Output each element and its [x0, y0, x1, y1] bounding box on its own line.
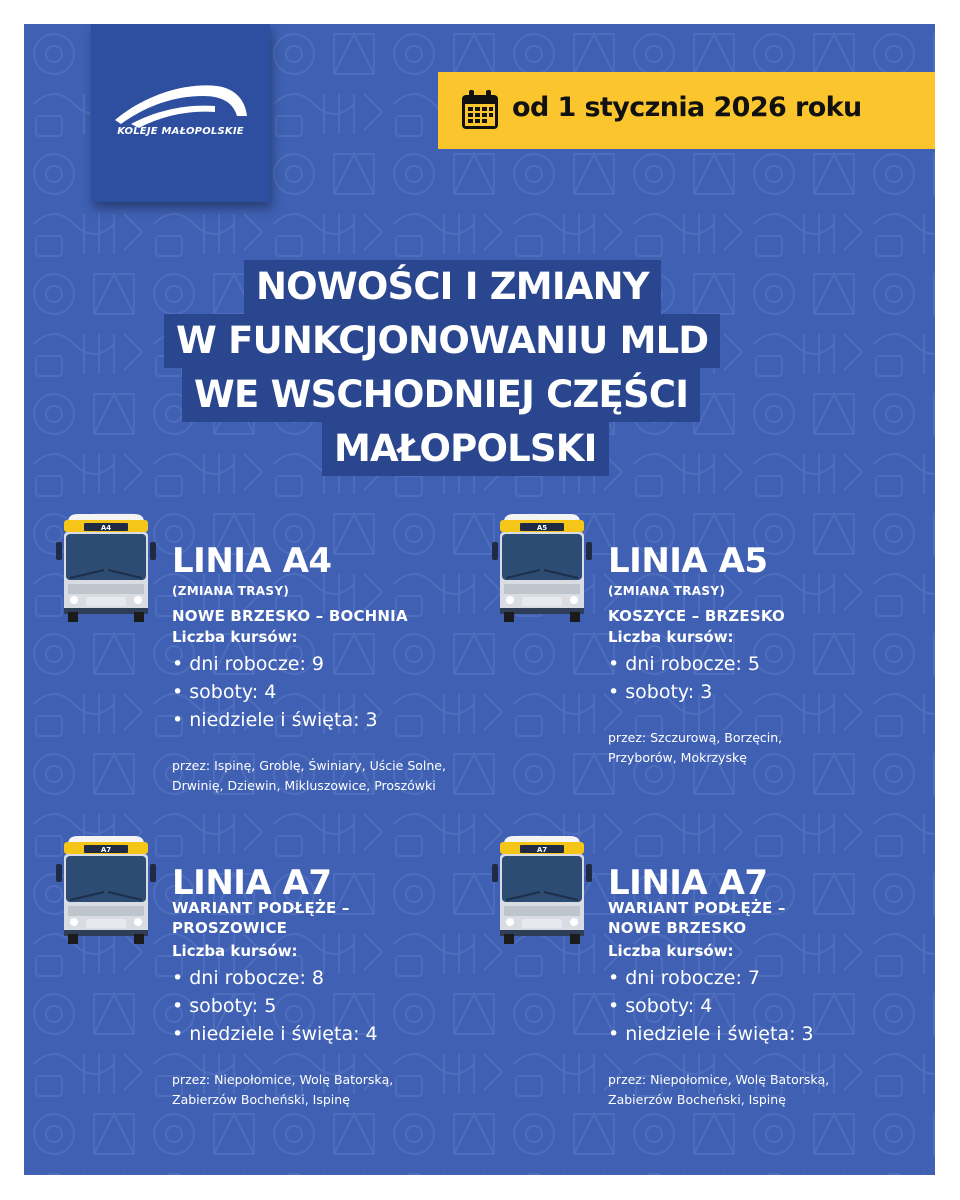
- via-stops: [608, 728, 928, 768]
- route-line-1: WARIANT PODŁĘŻE –: [608, 899, 786, 917]
- trip-count-list: [172, 964, 378, 1048]
- trip-count-item: • soboty: 4: [608, 992, 814, 1020]
- line-card: [54, 512, 474, 812]
- bus-sign: A5: [536, 524, 548, 532]
- bus-icon: [490, 834, 594, 946]
- trip-count-item: • dni robocze: 7: [608, 964, 814, 992]
- count-label: Liczba kursów:: [172, 942, 298, 960]
- via-stops: [172, 756, 492, 796]
- count-label: Liczba kursów:: [608, 942, 734, 960]
- count-label: Liczba kursów:: [608, 628, 734, 646]
- train-logo-icon: [111, 76, 251, 132]
- via-line-1: przez: Szczurową, Borzęcin,: [608, 730, 783, 745]
- trip-count-list: [172, 650, 378, 734]
- trip-count-item: • soboty: 4: [172, 678, 378, 706]
- line-title: LINIA A7: [608, 863, 768, 903]
- trip-count-list: [608, 650, 760, 706]
- line-title: LINIA A4: [172, 541, 332, 581]
- via-stops: [172, 1070, 492, 1110]
- via-line-2: Zabierzów Bocheński, Ispinę: [172, 1092, 350, 1107]
- bus-icon: [490, 512, 594, 624]
- trip-count-item: • dni robocze: 9: [172, 650, 378, 678]
- route-line-2: NOWE BRZESKO: [608, 919, 747, 937]
- trip-count-item: • soboty: 3: [608, 678, 760, 706]
- route-line-1: KOSZYCE – BRZESKO: [608, 607, 785, 625]
- route-line-2: PROSZOWICE: [172, 919, 288, 937]
- start-date: od 1 stycznia 2026 roku: [512, 92, 862, 123]
- via-line-1: przez: Niepołomice, Wolę Batorską,: [608, 1072, 830, 1087]
- via-line-1: przez: Niepołomice, Wolę Batorską,: [172, 1072, 394, 1087]
- brand-name: KOLEJE MAŁOPOLSKIE: [117, 126, 244, 137]
- date-banner: [438, 72, 935, 149]
- line-card: [490, 512, 910, 812]
- poster: [24, 24, 935, 1175]
- title-line-3: WE WSCHODNIEJ CZĘŚCI: [182, 368, 700, 422]
- count-label: Liczba kursów:: [172, 628, 298, 646]
- title-line-4: MAŁOPOLSKI: [322, 422, 609, 476]
- brand-logo: [91, 24, 270, 202]
- calendar-icon: [460, 89, 500, 131]
- line-card: [54, 834, 474, 1134]
- line-route: [608, 898, 786, 938]
- line-route: [608, 606, 785, 626]
- trip-count-item: • dni robocze: 5: [608, 650, 760, 678]
- trip-count-item: • dni robocze: 8: [172, 964, 378, 992]
- trip-count-item: • soboty: 5: [172, 992, 378, 1020]
- via-stops: [608, 1070, 928, 1110]
- line-subtitle: (ZMIANA TRASY): [608, 584, 726, 598]
- line-card: [490, 834, 910, 1134]
- line-title: LINIA A7: [172, 863, 332, 903]
- title-line-1: NOWOŚCI I ZMIANY: [244, 260, 661, 314]
- route-line-1: NOWE BRZESKO – BOCHNIA: [172, 607, 408, 625]
- title-line-2: W FUNKCJONOWANIU MLD: [164, 314, 720, 368]
- bus-icon: [54, 834, 158, 946]
- line-subtitle: (ZMIANA TRASY): [172, 584, 290, 598]
- via-line-2: Przyborów, Mokrzyskę: [608, 750, 747, 765]
- route-line-1: WARIANT PODŁĘŻE –: [172, 899, 350, 917]
- trip-count-item: • niedziele i święta: 4: [172, 1020, 378, 1048]
- trip-count-item: • niedziele i święta: 3: [172, 706, 378, 734]
- bus-icon: [54, 512, 158, 624]
- line-route: [172, 606, 408, 626]
- bus-sign: A7: [100, 846, 112, 854]
- via-line-1: przez: Ispinę, Groblę, Świniary, Uście Solne,: [172, 758, 446, 773]
- via-line-2: Zabierzów Bocheński, Ispinę: [608, 1092, 786, 1107]
- line-route: [172, 898, 350, 938]
- bus-sign: A7: [536, 846, 548, 854]
- trip-count-list: [608, 964, 814, 1048]
- trip-count-item: • niedziele i święta: 3: [608, 1020, 814, 1048]
- line-title: LINIA A5: [608, 541, 768, 581]
- bus-sign: A4: [100, 524, 112, 532]
- via-line-2: Drwinię, Dziewin, Mikluszowice, Proszówki: [172, 778, 436, 793]
